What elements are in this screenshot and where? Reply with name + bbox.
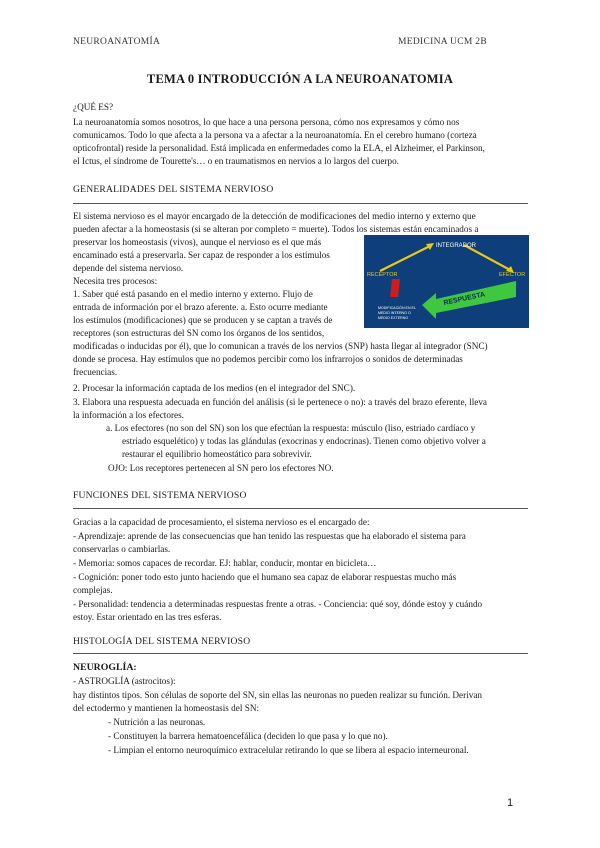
label-integrador: INTEGRADOR [436, 243, 477, 249]
generalidades-line: la información a los efectores. [73, 410, 184, 420]
label-respuesta: RESPUESTA [442, 291, 486, 307]
funciones-line: - Cognición: poner todo esto junto haciendo que el humano sea capaz de elaborar respuestas mucho más [73, 572, 457, 582]
page-number: 1 [507, 797, 514, 809]
section-divider [73, 653, 528, 654]
neuroglia-subheading: NEUROGLÍA: [73, 662, 137, 673]
histologia-line: hay distintos tipos. Son células de soporte del SN, sin ellas las neuronas no pueden realizar su función. Derivan [73, 690, 483, 700]
funciones-line: - Aprendizaje: aprende de las consecuencias que han tenido las respuestas que ha elaborado el sistema para [73, 531, 466, 541]
generalidades-line: encaminado está a preservarla. Ser capaz de responder a los estímulos [73, 250, 330, 260]
funciones-line: conservarlas o cambiarlas. [73, 544, 171, 554]
generalidades-line: receptores (son estructuras del SN como los órganos de los sentidos, [73, 328, 325, 338]
generalidades-line: donde se procesa. Hay estímulos que no podemos percibir como los infrarrojos o sonidos de determinadas [73, 354, 463, 364]
page-title: TEMA 0 INTRODUCCIÓN A LA NEUROANATOMIA [146, 72, 454, 86]
histologia-line: del ectodermo y mantienen la homeostasis del SN: [73, 703, 260, 713]
efectores-line: a. Los efectores (no son del SN) son los que efectúan la respuesta: músculo (liso, estriado cardíaco y [106, 423, 476, 433]
generalidades-line: modificadas o inducidas por él), que lo comunican a través de los nervios (SNP) hasta llegar al integrador (SNC) [73, 341, 488, 351]
astroglia-bullet: - Nutrición a las neuronas. [108, 717, 206, 727]
generalidades-line: frecuencias. [73, 367, 118, 377]
generalidades-line: 1. Saber qué está pasando en el medio interno y externo. Flujo de [73, 289, 313, 299]
section-heading-histologia: HISTOLOGÍA DEL SISTEMA NERVIOSO [73, 636, 251, 647]
label-receptor: RECEPTOR [367, 272, 398, 278]
generalidades-line: los estímulos (modificaciones) que se producen y se captan a través de [73, 315, 333, 325]
generalidades-line: pueden afectar a la homeostasis (si se alteran por completo = muerte). Todos los sistemas están encaminados a [73, 224, 479, 234]
funciones-line: Gracias a la capacidad de procesamiento, el sistema nervioso es el encargado de: [73, 517, 370, 527]
caption-line: MODIFICACIÓN EN EL [378, 306, 416, 310]
histologia-line: - ASTROGLÍA (astrocitos): [73, 676, 176, 686]
efectores-line: restaurar el equilibrio homeostático para sobrevivir. [122, 449, 312, 459]
que-es-line: comunicamos. Todo lo que afecta a la persona va a afectar a la neuroanatomía. En el cerebro humano (corteza [73, 130, 477, 140]
funciones-line: estoy. Estar orientado en las tres esferas. [73, 612, 222, 622]
astroglia-bullet: - Constituyen la barrera hematoencefálica (deciden lo que pasa y lo que no). [108, 731, 388, 741]
que-es-heading: ¿QUÉ ES? [73, 102, 114, 112]
running-header-right: MEDICINA UCM 2B [398, 37, 487, 47]
caption-line: MEDIO INTERNO O [378, 311, 411, 315]
generalidades-line: 3. Elabora una respuesta adecuada en función del análisis (si le pertenece o no): a través del brazo eferente, lleva [73, 397, 488, 407]
section-divider [73, 508, 528, 509]
generalidades-line: Necesita tres procesos: [73, 276, 158, 286]
generalidades-line: preservar los homeostasis (vivos), aunque el nervioso es el que más [73, 237, 322, 247]
efectores-line: estriado esquelético) y todas las glándulas (exocrinas y endocrinas). Tienen como objetivo volver a [122, 436, 486, 446]
funciones-line: - Memoria: somos capaces de recordar. EJ: hablar, conducir, montar en bicicleta… [73, 558, 377, 568]
generalidades-line: El sistema nervioso es el mayor encargado de la detección de modificaciones del medio interno y externo que [73, 211, 476, 221]
funciones-line: complejas. [73, 585, 113, 595]
generalidades-line: 2. Procesar la información captada de los medios (en el integrador del SNC). [73, 383, 356, 393]
sensory-loop-diagram [364, 235, 529, 328]
ojo-note: OJO: Los receptores pertenecen al SN pero los efectores NO. [108, 463, 334, 473]
caption-line: MEDIO EXTERNO [378, 316, 409, 320]
generalidades-line: depende del sistema nervioso. [73, 263, 184, 273]
que-es-line: opticofrontal) reside la personalidad. Está implicada en enfermedades como la ELA, el Alzheimer, el Parkinson, [73, 143, 485, 153]
section-heading-funciones: FUNCIONES DEL SISTEMA NERVIOSO [73, 490, 247, 501]
que-es-line: el Ictus, el síndrome de Tourette's… o en traumatismos en nervios a lo largos del cuerpo. [73, 156, 399, 166]
label-efector: EFECTOR [499, 272, 526, 278]
section-heading-generalidades: GENERALIDADES DEL SISTEMA NERVIOSO [73, 184, 274, 195]
running-header-left: NEUROANATOMÍA [73, 37, 161, 47]
funciones-line: - Personalidad: tendencia a determinadas respuestas frente a otras. - Conciencia: qué soy, dónde estoy y cuándo [73, 599, 483, 609]
astroglia-bullet: - Limpian el entorno neuroquímico extracelular retirando lo que se libera al espacio interneuronal. [108, 745, 469, 755]
que-es-line: La neuroanatomía somos nosotros, lo que hace a una persona persona, cómo nos expresamos y cómo nos [73, 117, 460, 127]
generalidades-line: entrada de información por el brazo aferente. a. Esto ocurre mediante [73, 302, 328, 312]
section-divider [73, 203, 528, 204]
